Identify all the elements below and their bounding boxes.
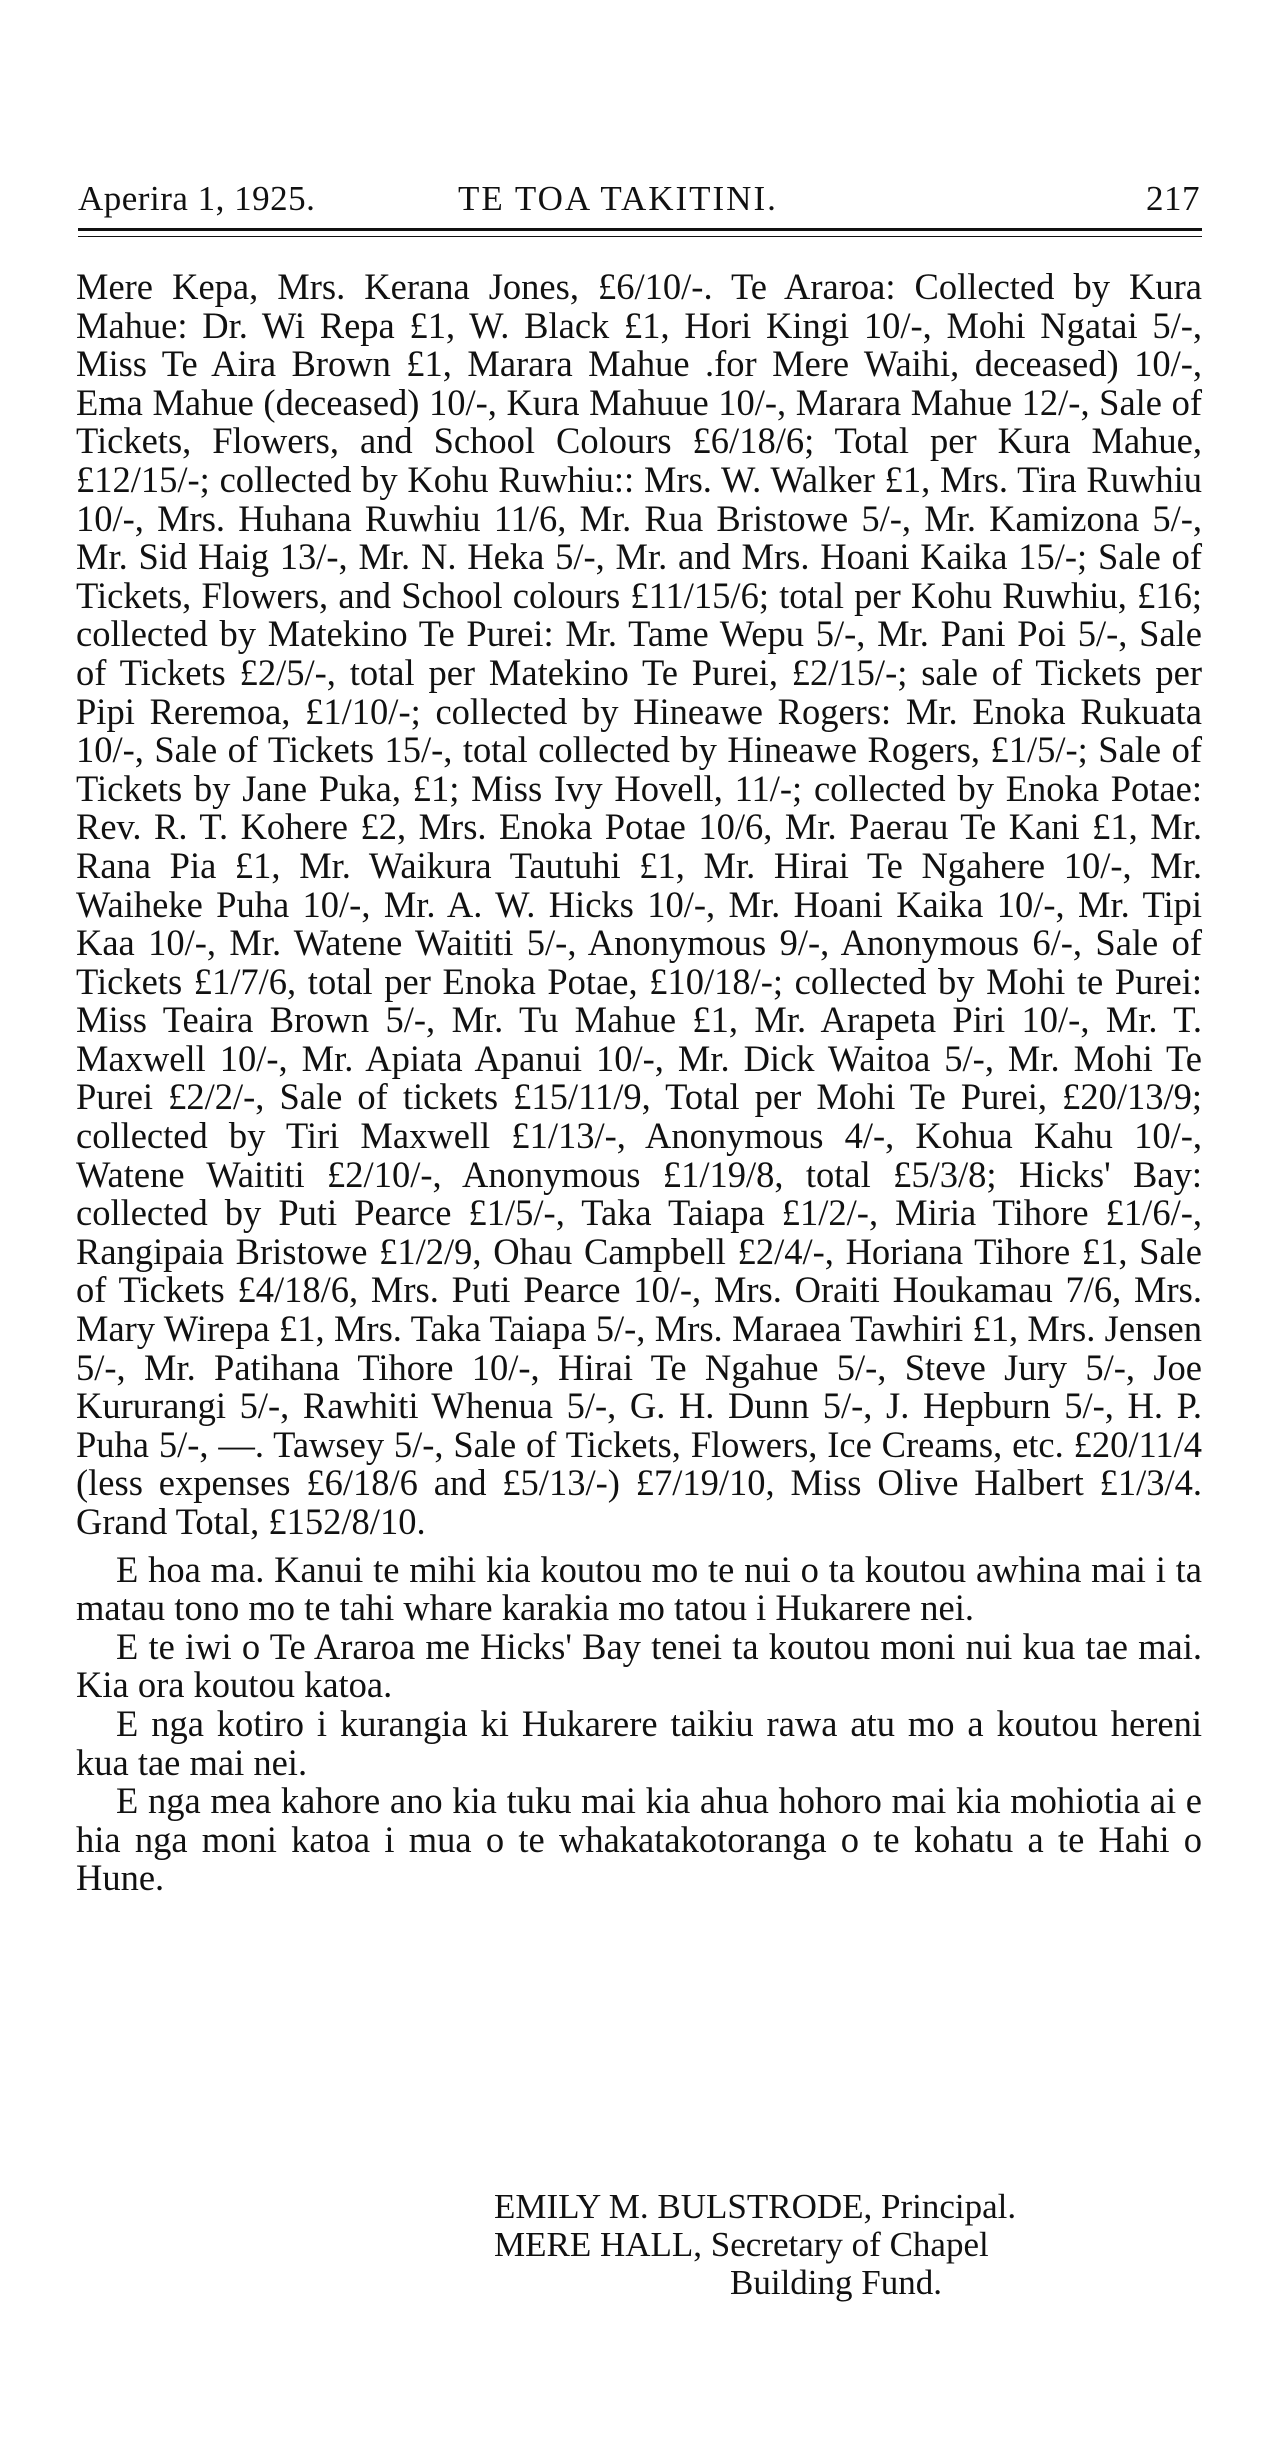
body-paragraph-1: E hoa ma. Kanui te mihi kia koutou mo te nui o ta koutou awhina mai i ta matau tono mo te tahi whare karakia mo tatou i Hukarere nei. xyxy=(76,1548,1202,1629)
header-rule-thick xyxy=(78,228,1202,231)
article-body xyxy=(76,268,1202,1898)
header-rule-thin xyxy=(78,236,1202,237)
signature-principal: EMILY M. BULSTRODE, Principal. xyxy=(494,2187,1017,2226)
donation-list-paragraph: Mere Kepa, Mrs. Kerana Jones, £6/10/-. Te Araroa: Collected by Kura Mahue: Dr. Wi Repa £1, W. Black £1, Hori Kingi 10/-, Mohi Ngatai 5/-, Miss Te Aira Brown £1, Marara Mahue .for Mere Waihi, deceased) 10/-, Ema Mahue (deceased) 10/-, Kura Mahuue 10/-, Marara Mahue 12/-, Sale of Tickets, Flowers, and School Colours £6/18/6; Total per Kura Mahue, £12/15/-; collected by Kohu Ruwhiu:: Mrs. W. Walker £1, Mrs. Tira Ruwhiu 10/-, Mrs. Huhana Ruwhiu 11/6, Mr. Rua Bristowe 5/-, Mr. Kamizona 5/-, Mr. Sid Haig 13/-, Mr. N. Heka 5/-, Mr. and Mrs. Hoani Kaika 15/-; Sale of Tickets, Flowers, and School colours £11/15/6; total per Kohu Ruwhiu, £16; collected by Matekino Te Purei: Mr. Tame Wepu 5/-, Mr. Pani Poi 5/-, Sale of Tickets £2/5/-, total per Matekino Te Purei, £2/15/-; sale of Tickets per Pipi Reremoa, £1/10/-; collected by Hineawe Rogers: Mr. Enoka Rukuata 10/-, Sale of Tickets 15/-, total collected by Hineawe Rogers, £1/5/-; Sale of Tickets by Jane Puka, £1; Miss Ivy Hovell, 11/-; collected by Enoka Potae: Rev. R. T. Kohere £2, Mrs. Enoka Potae 10/6, Mr. Paerau Te Kani £1, Mr. Rana Pia £1, Mr. Waikura Tautuhi £1, Mr. Hirai Te Ngahere 10/-, Mr. Waiheke Puha 10/-, Mr. A. W. Hicks 10/-, Mr. Hoani Kaika 10/-, Mr. Tipi Kaa 10/-, Mr. Watene Waititi 5/-, Anonymous 9/-, Anonymous 6/-, Sale of Tickets £1/7/6, total per Enoka Potae, £10/18/-; collected by Mohi te Purei: Miss Teaira Brown 5/-, Mr. Tu Mahue £1, Mr. Arapeta Piri 10/-, Mr. T. Maxwell 10/-, Mr. Apiata Apanui 10/-, Mr. Dick Waitoa 5/-, Mr. Mohi Te Purei £2/2/-, Sale of tickets £15/11/9, Total per Mohi Te Purei, £20/13/9; collected by Tiri Maxwell £1/13/-, Anonymous 4/-, Kohua Kahu 10/-, Watene Waititi £2/10/-, Anonymous £1/19/8, total £5/3/8; Hicks' Bay: collected by Puti Pearce £1/5/-, Taka Taiapa £1/2/-, Miria Tihore £1/6/-, Rangipaia Bristowe £1/2/9, Ohau Campbell £2/4/-, Horiana Tihore £1, Sale of Tickets £4/18/6, Mrs. Puti Pearce 10/-, Mrs. Oraiti Houkamau 7/6, Mrs. Mary Wirepa £1, Mrs. Taka Taiapa 5/-, Mrs. Maraea Tawhiri £1, Mrs. Jensen 5/-, Mr. Patihana Tihore 10/-, Hirai Te Ngahue 5/-, Steve Jury 5/-, Joe Kururangi 5/-, Rawhiti Whenua 5/-, G. H. Dunn 5/-, J. Hepburn 5/-, H. P. Puha 5/-, —. Tawsey 5/-, Sale of Tickets, Flowers, Ice Creams, etc. £20/11/4 (less expenses £6/18/6 and £5/13/-) £7/19/10, Miss Olive Halbert £1/3/4. Grand Total, £152/8/10. xyxy=(76,266,1202,1542)
body-paragraph-4: E nga mea kahore ano kia tuku mai kia ahua hohoro mai kia mohiotia ai e hia nga moni katoa i mua o te whakatakotoranga o te kohatu a te Hahi o Hune. xyxy=(76,1780,1202,1899)
body-paragraph-3: E nga kotiro i kurangia ki Hukarere taikiu rawa atu mo a koutou hereni kua tae mai nei. xyxy=(76,1702,1202,1783)
issue-date: Aperira 1, 1925. xyxy=(78,179,316,218)
publication-title: TE TOA TAKITINI. xyxy=(458,179,778,218)
page-number: 217 xyxy=(1146,179,1200,218)
running-header xyxy=(78,172,1200,226)
body-paragraph-2: E te iwi o Te Araroa me Hicks' Bay tenei ta koutou moni nui kua tae mai. Kia ora koutou katoa. xyxy=(76,1625,1202,1706)
signature-fund: Building Fund. xyxy=(730,2263,942,2302)
signature-block xyxy=(494,2188,1214,2302)
signature-secretary: MERE HALL, Secretary of Chapel xyxy=(494,2225,989,2264)
